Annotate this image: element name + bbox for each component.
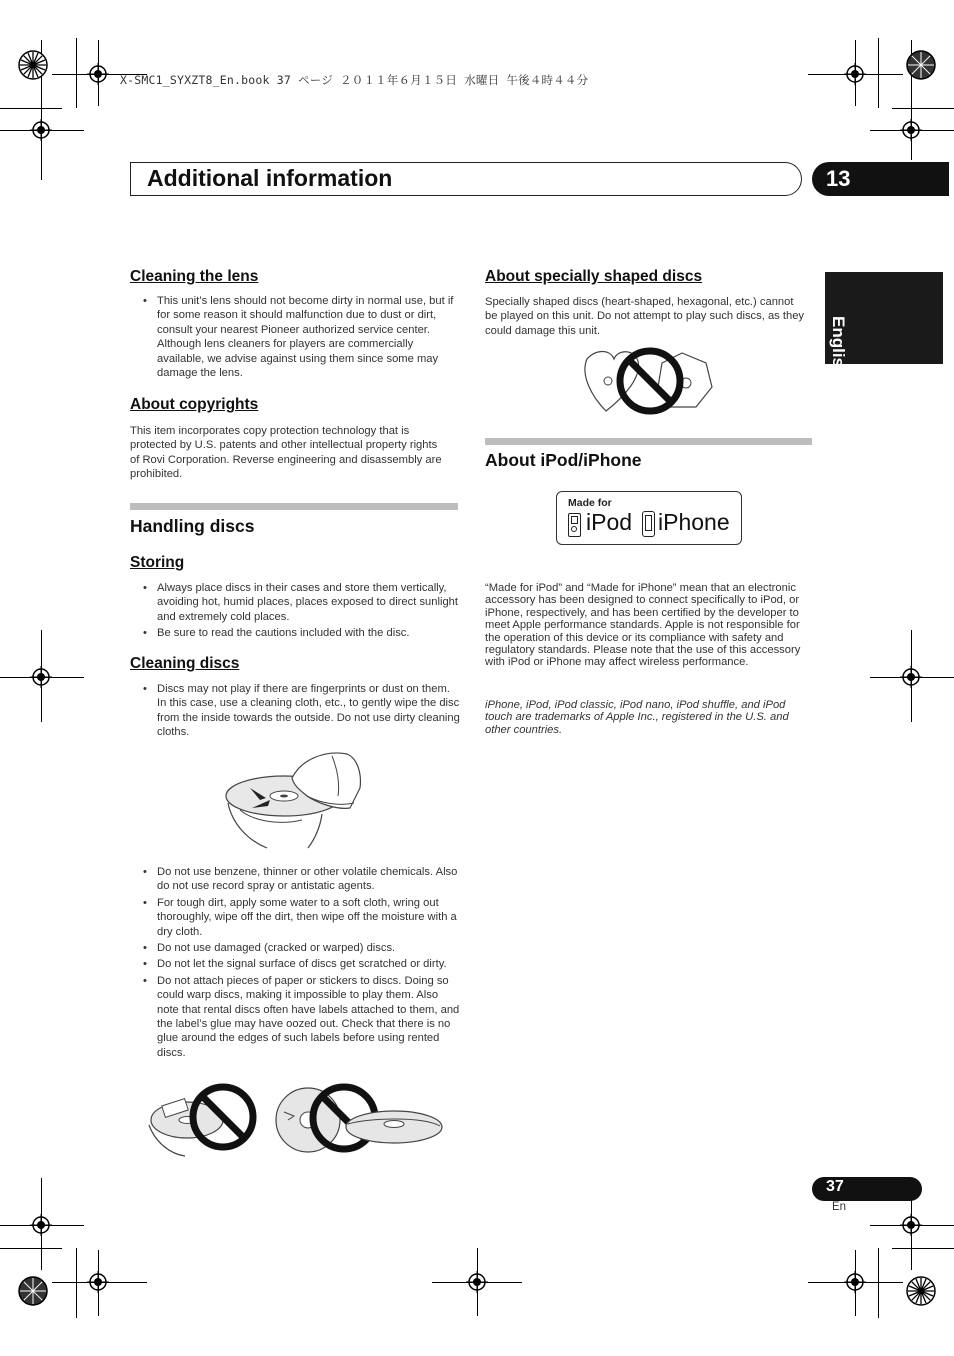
disc-wiping-illustration [222, 748, 367, 850]
registration-mark-icon [844, 1271, 866, 1293]
registration-mark-icon [844, 63, 866, 85]
shaped-discs-text: Specially shaped discs (heart-shaped, hexagonal, etc.) cannot be played on this unit. Do not attempt to play such discs, as they could damage this unit. [485, 296, 805, 337]
iphone-icon [642, 511, 655, 537]
handling-discs-heading: Handling discs [130, 516, 255, 536]
list-item: • This unit’s lens should not become dirty in normal use, but if for some reason it should malfunction due to dust or dirt, consult your nearest Pioneer authorized service center. Although lens cleaners for players are commercially available, we advise against using them since some may damage the lens. [130, 294, 460, 380]
registration-mark-icon [30, 119, 52, 141]
list-item: • Do not let the signal surface of discs get scratched or dirty. [130, 957, 460, 971]
crop-mark [0, 108, 62, 109]
list-item: • Do not attach pieces of paper or stickers to discs. Doing so could warp discs, making it impossible to play them. Also note that rental discs often have labels attached to them, and the label’s glue may have oozed out. Check that there is no glue around the edges of such labels before using rented discs. [130, 974, 460, 1060]
badge-ipod: iPod [586, 509, 633, 535]
rosette-mark-icon [18, 1276, 48, 1306]
crop-mark [76, 38, 77, 108]
copyrights-text: This item incorporates copy protection technology that is protected by U.S. patents and other intellectual property rights of Rovi Corporation. Reverse engineering and disassembly are prohibited. [130, 425, 442, 481]
no-shaped-disc-illustration [584, 345, 714, 417]
file-info: X-SMC1_SYXZT8_En.book 37 ページ ２０１１年６月１５日 水曜日 午後４時４４分 [120, 73, 589, 87]
list-item: • For tough dirt, apply some water to a soft cloth, wring out thoroughly, wipe off the dirt, then wipe off the moisture with a dry cloth. [130, 896, 460, 939]
crop-mark [878, 38, 879, 108]
list-item: • Do not use benzene, thinner or other volatile chemicals. Also do not use record spray or antistatic agents. [130, 865, 460, 894]
ipod-icon [568, 513, 581, 537]
no-sticker-illustration [145, 1080, 260, 1158]
ipod-heading: About iPod/iPhone [485, 450, 642, 470]
rosette-mark-icon [906, 50, 936, 80]
list-item: • Be sure to read the cautions included with the disc. [130, 626, 460, 640]
page-title: Additional information [147, 165, 393, 191]
badge-iphone: iPhone [658, 509, 730, 535]
cleaning-lens-list [130, 294, 460, 382]
list-item: • Always place discs in their cases and store them vertically, avoiding hot, humid places, places exposed to direct sunlight and extremely cold places. [130, 581, 460, 624]
no-damaged-disc-illustration [272, 1082, 444, 1157]
page-language: En [832, 1201, 847, 1213]
registration-mark-icon [466, 1271, 488, 1293]
registration-mark-icon [900, 666, 922, 688]
disc-care-list [130, 865, 460, 1062]
crop-mark [76, 1248, 77, 1318]
chapter-number: 13 [826, 166, 851, 191]
page-number: 37 [826, 1178, 844, 1195]
list-item: • Do not use damaged (cracked or warped) discs. [130, 941, 460, 955]
registration-mark-icon [900, 119, 922, 141]
storing-list [130, 581, 460, 643]
copyrights-heading: About copyrights [130, 396, 259, 413]
registration-mark-icon [87, 63, 109, 85]
cleaning-discs-heading: Cleaning discs [130, 655, 240, 672]
crop-mark [878, 1248, 879, 1318]
trademark-text: iPhone, iPod, iPod classic, iPod nano, iPod shuffle, and iPod touch are trademarks of Apple Inc., registered in the U.S. and other countries. [485, 699, 789, 736]
badge-made-for: Made for [568, 497, 612, 509]
registration-mark-icon [30, 666, 52, 688]
cleaning-discs-list [130, 682, 460, 742]
crop-mark [0, 1248, 62, 1249]
registration-mark-icon [30, 1214, 52, 1236]
storing-heading: Storing [130, 554, 185, 571]
section-divider [130, 503, 458, 510]
section-divider [485, 438, 812, 445]
language-tab-label-wrap [818, 300, 858, 378]
rosette-mark-icon [18, 50, 48, 80]
shaped-discs-heading: About specially shaped discs [485, 268, 703, 285]
language-tab-label: English [829, 316, 848, 378]
ipod-text: “Made for iPod” and “Made for iPhone” mean that an electronic accessory has been designed to connect specifically to iPod, or iPhone, respectively, and has been certified by the developer to meet Apple performance standards. Apple is not responsible for the operation of this device or its compliance with safety and regulatory standards. Please note that the use of this accessory with iPod or iPhone may affect wireless performance. [485, 582, 801, 669]
list-item: • Discs may not play if there are fingerprints or dust on them. In this case, use a cleaning cloth, etc., to gently wipe the disc from the inside towards the outside. Do not use dirty cleaning cloths. [130, 682, 460, 740]
registration-mark-icon [900, 1214, 922, 1236]
rosette-mark-icon [906, 1276, 936, 1306]
crop-mark [892, 108, 954, 109]
crop-mark [892, 1248, 954, 1249]
cleaning-lens-heading: Cleaning the lens [130, 268, 259, 285]
registration-mark-icon [87, 1271, 109, 1293]
